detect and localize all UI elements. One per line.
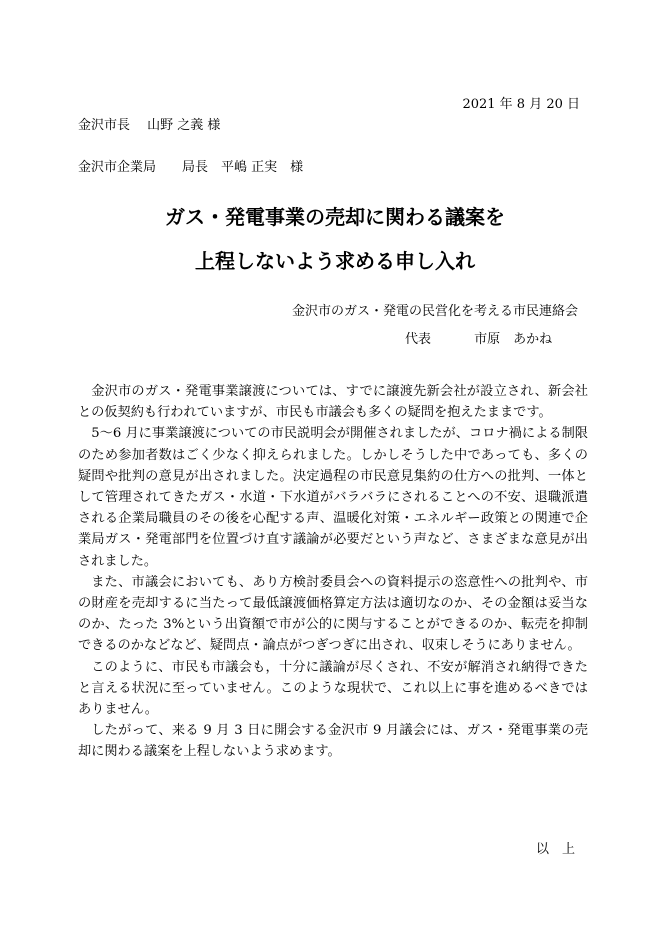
body-paragraph: したがって、来る 9 月 3 日に開会する金沢市 9 月議会には、ガス・発電事業の売却に関わる議案を上程しないよう求めます。 xyxy=(78,723,588,760)
letter-title-line-2: 上程しないよう求める申し入れ xyxy=(195,249,475,273)
sender-representative: 代表 市原 あかね xyxy=(405,332,553,347)
sender-organization: 金沢市のガス・発電の民営化を考える市民連絡会 xyxy=(291,304,578,319)
addressee-enterprise-bureau: 金沢市企業局 局長 平嶋 正実 様 xyxy=(78,160,304,175)
body-paragraph: 5～6 月に事業譲渡についての市民説明会が開催されましたが、コロナ禍による制限のため参加者数はごく少なく抑えられました。しかしそうした中であっても、多くの疑問や批判の意見が出されました。決定過程の市民意見集約の仕方への批判、一体として管理されてきたガス・水道・下水道がバラバラにされることへの不安、退職派遣される企業局職員のその後を心配する声、温暖化対策・エネルギー政策との関連で企業局ガス・発電部門を位置づけ直す議論が必要だという声など、さまざまな意見が出されました。 xyxy=(78,426,588,569)
body-paragraph: また、市議会においても、あり方検討委員会への資料提示の恣意性への批判や、市の財産を売却するに当たって最低譲渡価格算定方法は適切なのか、その金額は妥当なのか、たった 3%という出資額で市が公的に関与することができるのか、転売を抑制できるのかなどなど、疑問点・論点がつぎつぎに出され、収束しそうにありません。 xyxy=(78,574,588,654)
body-paragraph: このように、市民も市議会も，十分に議論が尽くされ、不安が解消され納得できたと言える状況に至っていません。このような現状で、これ以上に事を進めるべきではありません。 xyxy=(78,659,588,718)
letter-date: 2021 年 8 月 20 日 xyxy=(462,97,580,112)
body-paragraph: 金沢市のガス・発電事業譲渡については、すでに譲渡先新会社が設立され、新会社との仮契約も行われていますが、市民も市議会も多くの疑問を抱えたままです。 xyxy=(78,384,588,421)
addressee-mayor: 金沢市長 山野 之義 様 xyxy=(78,118,221,133)
letter-title-line-1: ガス・発電事業の売却に関わる議案を xyxy=(165,205,505,229)
letter-body xyxy=(78,381,588,763)
closing-mark: 以 上 xyxy=(535,842,575,857)
